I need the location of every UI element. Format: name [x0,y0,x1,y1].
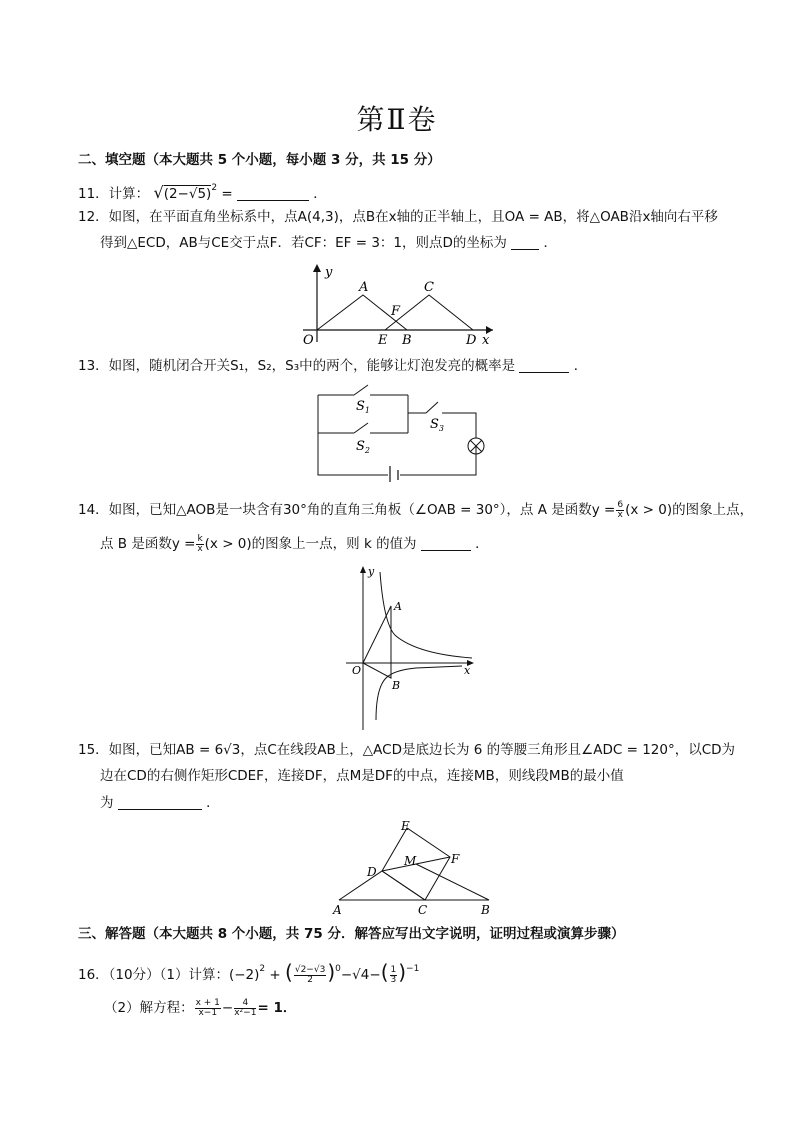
q11-end: ． [313,186,327,202]
q16-eq-frac1-num: x + 1 [195,997,220,1008]
label-m: M [404,854,417,868]
label-d: D [367,865,377,879]
q16-frac1-den: 2 [307,974,313,985]
label-f: F [451,852,460,866]
q14-frac2-den: x [197,543,203,554]
y-axis-arrow-icon [313,264,321,272]
question-14-line1 [78,500,753,520]
q16-exp2: 0 [335,964,341,974]
paren-close-2: ) [398,960,407,984]
label-y: y [368,565,375,578]
q16-frac2 [390,966,398,985]
answer-blank-11[interactable] [237,186,309,201]
q14-end: ． [475,536,489,552]
q14-frac1-den: x [617,509,623,520]
paren-open: ( [285,960,293,984]
q16-part2-label: （2）解方程： [104,1000,194,1016]
q11-label: 11．计算： [78,186,150,202]
curve-6-over-x [380,572,472,658]
figure-q14 [340,562,480,732]
paren-open-2: ( [380,960,389,984]
q15-line3: 为 [100,795,114,811]
q11-exp: 2 [211,183,218,193]
question-16-part1 [78,956,419,988]
q14-frac1 [616,501,624,520]
q16-frac1-num: √2−√3 [294,964,326,975]
question-12-line2 [100,233,557,253]
question-12-line1: 12．如图，在平面直角坐标系中，点A(4,3)，点B在x轴的正半轴上，且OA = AB，将△OAB沿x轴向右平移 [78,209,718,225]
q13-text: 13．如图，随机闭合开关S₁，S₂，S₃中的两个，能够让灯泡发亮的概率是 [78,358,516,374]
label-d: D [466,333,477,348]
question-15-line3 [100,793,220,813]
label-b: B [402,333,412,348]
label-x: x [482,333,490,348]
q16-eq-frac2 [234,999,256,1018]
wire-s3-right [442,413,476,438]
section2-heading: 二、填空题（本大题共 5 个小题，每小题 3 分，共 15 分） [78,152,441,168]
label-s3: $S_3$ [430,417,444,433]
figure-q12 [295,260,500,350]
q16-eq-rhs: = 1． [257,1000,297,1016]
wire-bottom-right [400,446,476,475]
label-b: B [392,679,401,692]
q16-frac2-den: 3 [390,974,397,985]
triangle-acd [339,871,425,900]
label-o: O [352,664,362,677]
q16-part1-label: 16．（10分）（1）计算： [78,967,229,983]
label-b: B [481,903,490,917]
label-f: F [391,304,401,319]
q11-expr: (2−√5) [163,186,212,202]
switch-s2-icon [354,423,368,433]
q16-frac1 [294,966,326,985]
q12-line2-text: 得到△ECD，AB与CE交于点F．若CF：EF = 3：1，则点D的坐标为 [100,235,507,251]
question-15-line1: 15．如图，已知AB = 6√3，点C在线段AB上，△ACD是底边长为 6 的等腰三角形且∠ADC = 120°，以CD为 [78,742,736,758]
q11-eq: = [221,186,233,202]
question-11 [78,178,327,204]
figure-q13-circuit [310,380,490,482]
answer-blank-13[interactable] [519,358,569,373]
page-title: 第Ⅱ卷 [356,103,438,136]
question-14-line2 [100,534,489,554]
paren-close: ) [327,960,336,984]
label-s2: $S_2$ [356,439,370,455]
label-c: C [418,903,428,917]
label-x: x [464,664,471,677]
y-axis-arrow-icon [360,566,366,573]
label-o: O [303,333,314,348]
q16-term1: (−2) [228,967,260,983]
label-a: A [394,600,402,613]
segment-mb [416,864,489,900]
figure-q15 [325,818,495,918]
q14-line2a: 点 B 是函数y = [100,536,196,552]
label-a: A [359,280,369,295]
answer-blank-15[interactable] [118,795,202,810]
label-e: E [378,333,388,348]
q16-eq-frac2-num: 4 [234,999,256,1009]
switch-s3-icon [426,402,438,413]
q16-plus: + [269,967,281,983]
q16-frac2-num: 1 [390,964,397,975]
q14-line1a: 14．如图，已知△AOB是一块含有30°角的直角三角板（∠OAB = 30°），点 A 是函数y = [78,502,616,518]
label-y: y [325,265,333,280]
question-15-line2: 边在CD的右侧作矩形CDEF，连接DF，点M是DF的中点，连接MB，则线段MB的最小值 [100,768,624,784]
q14-line1b: (x > 0)的图象上点， [625,502,754,518]
label-c: C [424,280,434,295]
wire-left [318,395,388,475]
q14-frac2 [196,535,203,554]
q16-eq-frac1 [195,999,221,1018]
q16-exp1: 2 [259,964,266,974]
q14-frac1-num: 6 [617,499,624,510]
q14-line2b: (x > 0)的图象上一点，则 k 的值为 [204,536,417,552]
q16-eq-frac1-den: x−1 [198,1007,218,1018]
sqrt-icon: √ [153,183,164,202]
q15-end: ． [206,795,220,811]
curve-k-over-x [376,666,462,720]
label-s1: $S_1$ [356,399,370,415]
answer-blank-14[interactable] [421,536,471,551]
q13-end: ． [573,358,588,374]
section3-heading: 三、解答题（本大题共 8 个小题，共 75 分．解答应写出文字说明，证明过程或演算步骤） [78,926,625,942]
q16-exp3: −1 [406,964,420,974]
question-16-part2 [104,996,296,1020]
q16-eq-minus: − [221,1000,234,1016]
q14-frac2-num: k [197,533,203,544]
q16-eq-frac2-den: x²−1 [234,1007,257,1018]
label-e: E [401,819,410,833]
q16-minus: −√4− [340,967,381,983]
question-13 [78,356,587,376]
q12-end: ． [543,235,557,251]
switch-s1-icon [354,385,368,395]
answer-blank-12[interactable] [511,235,539,250]
label-a: A [333,903,342,917]
